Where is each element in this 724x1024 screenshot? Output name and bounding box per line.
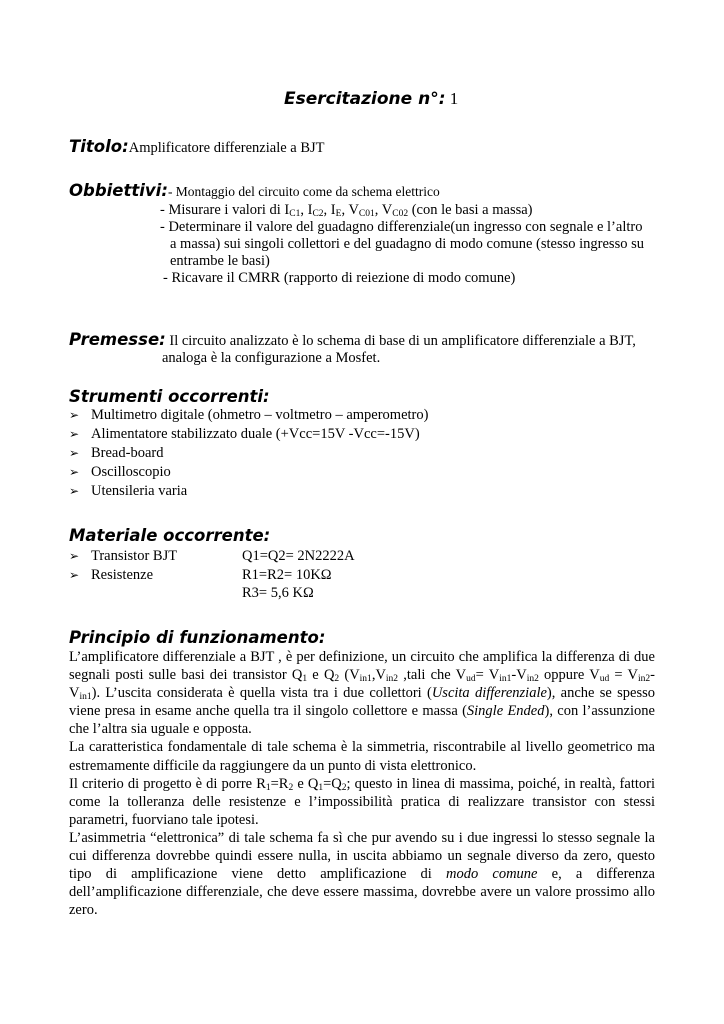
strumenti-item: ➢ Multimetro digitale (ohmetro – voltmetro – amperometro)	[69, 407, 429, 423]
strumenti-item: ➢ Oscilloscopio	[69, 464, 171, 480]
obbiettivi-item-3-line-1: - Determinare il valore del guadagno differenziale(un ingresso con segnale e l’altro	[160, 219, 643, 235]
premesse-text-1: Il circuito analizzato è lo schema di base di un amplificatore differenziale a BJT,	[169, 333, 636, 349]
obbiettivi-item-1: - Montaggio del circuito come da schema elettrico	[167, 184, 440, 199]
arrow-bullet-icon: ➢	[69, 568, 80, 582]
strumenti-item: ➢ Bread-board	[69, 445, 164, 461]
principio-paragraph-2: La caratteristica fondamentale di tale schema è la simmetria, riscontrabile al livello geometrico ma estremamente difficile da raggiungere da un punto di vista elettronico.	[69, 739, 655, 774]
materiale-heading: Materiale occorrente:	[69, 526, 271, 545]
premesse-label: Premesse:	[69, 330, 166, 349]
principio-paragraph-1: L’amplificatore differenziale a BJT , è per definizione, un circuito che amplifica la differenza di due segnali posti sulle basi dei transistor $Q_1$ e $Q_2$ ($V_{in1},V_{in2}$ ,tali che $V_{ud}= V_{in1}-V_{in2}$ oppure $V_{ud} = V_{in2}-V_{in1}$). L’uscita considerata è quella vista tra i due collettori (Uscita differenziale), anche se spesso viene presa in esame anche quella tra il singolo collettore e massa (Single Ended), con l’assunzione che l’altra sia uguale e opposta.	[69, 649, 655, 738]
materiale-row-1	[69, 547, 177, 566]
exercise-title-label: Esercitazione n°:	[284, 89, 446, 109]
materiale-row-3-value: R3= 5,6 KΩ	[242, 585, 314, 601]
exercise-number: 1	[449, 89, 459, 108]
titolo-label: Titolo:	[69, 137, 129, 156]
materiale-row-1-value: Q1=Q2= 2N2222A	[242, 548, 355, 564]
obbiettivi-item-3-line-2: a massa) sui singoli collettori e del guadagno di modo comune (stesso ingresso su	[170, 236, 644, 252]
exercise-title	[284, 89, 458, 109]
materiale-row-2	[69, 566, 153, 585]
obbiettivi-item-3-line-3: entrambe le basi)	[170, 253, 270, 269]
obbiettivi-line	[69, 181, 440, 202]
materiale-row-2-label: Resistenze	[91, 567, 154, 583]
materiale-row-2-value: R1=R2= 10KΩ	[242, 567, 332, 583]
arrow-bullet-icon: ➢	[69, 427, 80, 441]
arrow-bullet-icon: ➢	[69, 465, 80, 479]
arrow-bullet-icon: ➢	[69, 484, 80, 498]
obbiettivi-label: Obbiettivi:	[69, 181, 168, 200]
titolo-text: Amplificatore differenziale a BJT	[128, 140, 325, 156]
strumenti-item: ➢ Alimentatore stabilizzato duale (+Vcc=15V -Vcc=-15V)	[69, 426, 420, 442]
principio-heading: Principio di funzionamento:	[69, 628, 326, 647]
principio-paragraph-3: Il criterio di progetto è di porre $R_1=R_2$ e $Q_1=Q_2$; questo in linea di massima, poiché, in realtà, fattori come la tolleranza delle resistenze e l’impossibilità pratica di realizzare transistor con stessi parametri, fuorviano tale ipotesi.	[69, 775, 655, 828]
principio-paragraph-4: L’asimmetria “elettronica” di tale schema fa sì che pur avendo su i due ingressi lo stesso segnale la cui differenza dovrebbe quindi essere nulla, in uscita abbiamo un segnale diverso da zero, questo tipo di amplificazione viene detto amplificazione di modo comune e, a differenza dell’amplificazione differenziale, che deve essere massima, dovrebbe avere un valore prossimo allo zero.	[69, 829, 655, 919]
strumenti-item: ➢ Utensileria varia	[69, 483, 188, 499]
premesse-text-2: analoga è la configurazione a Mosfet.	[162, 350, 381, 366]
materiale-row-1-label: Transistor BJT	[91, 548, 178, 564]
strumenti-heading: Strumenti occorrenti:	[69, 387, 270, 406]
arrow-bullet-icon: ➢	[69, 408, 80, 422]
principio-body	[69, 648, 655, 919]
arrow-bullet-icon: ➢	[69, 446, 80, 460]
premesse-line-1	[69, 330, 636, 351]
arrow-bullet-icon: ➢	[69, 549, 80, 563]
titolo-line	[69, 137, 325, 158]
obbiettivi-item-4: - Ricavare il CMRR (rapporto di reiezione di modo comune)	[163, 270, 516, 286]
obbiettivi-item-2: - Misurare i valori di $I_{C1}$, $I_{C2}$, $I_E$, $V_{C01}$, $V_{C02}$ (con le basi a massa)	[160, 202, 533, 219]
